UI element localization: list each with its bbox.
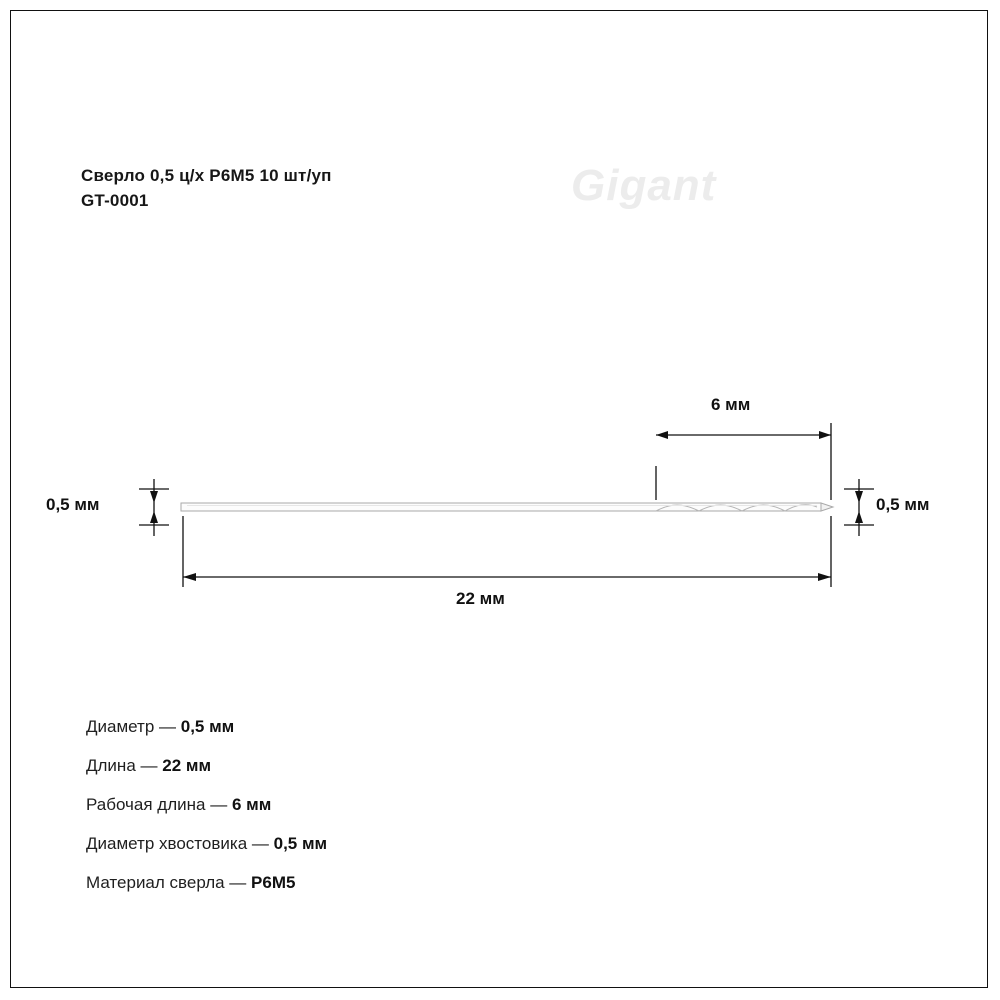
diameter-right-dimension: [844, 479, 874, 536]
page-title: Сверло 0,5 ц/х Р6М5 10 шт/уп: [81, 166, 332, 185]
total-length-label: 22 мм: [456, 589, 505, 608]
spec-value: 22 мм: [162, 756, 212, 775]
drawing-sheet: [10, 10, 988, 988]
spec-name: Материал сверла —: [86, 873, 247, 892]
spec-value: 0,5 мм: [180, 717, 235, 736]
drill-bit-illustration: [181, 503, 833, 511]
spec-value: 6 мм: [231, 795, 272, 814]
spec-name: Длина —: [86, 756, 158, 775]
working-length-dimension: [656, 423, 831, 500]
spec-name: Рабочая длина —: [86, 795, 228, 814]
list-item: [86, 795, 686, 815]
diameter-left-label: 0,5 мм: [46, 495, 100, 514]
spec-name: Диаметр хвостовика —: [86, 834, 269, 853]
list-item: [86, 756, 686, 776]
spec-value: 0,5 мм: [273, 834, 328, 853]
diameter-right-label: 0,5 мм: [876, 495, 930, 514]
list-item: [86, 834, 686, 854]
brand-watermark: Gigant: [571, 161, 717, 210]
list-item: [86, 873, 686, 893]
total-length-dimension: [183, 516, 831, 587]
working-length-label: 6 мм: [711, 395, 751, 414]
diameter-left-dimension: [139, 479, 169, 536]
spec-value: Р6М5: [251, 873, 296, 892]
list-item: [86, 717, 686, 737]
product-code: GT-0001: [81, 190, 149, 210]
specification-list: [86, 717, 686, 912]
spec-name: Диаметр —: [86, 717, 177, 736]
